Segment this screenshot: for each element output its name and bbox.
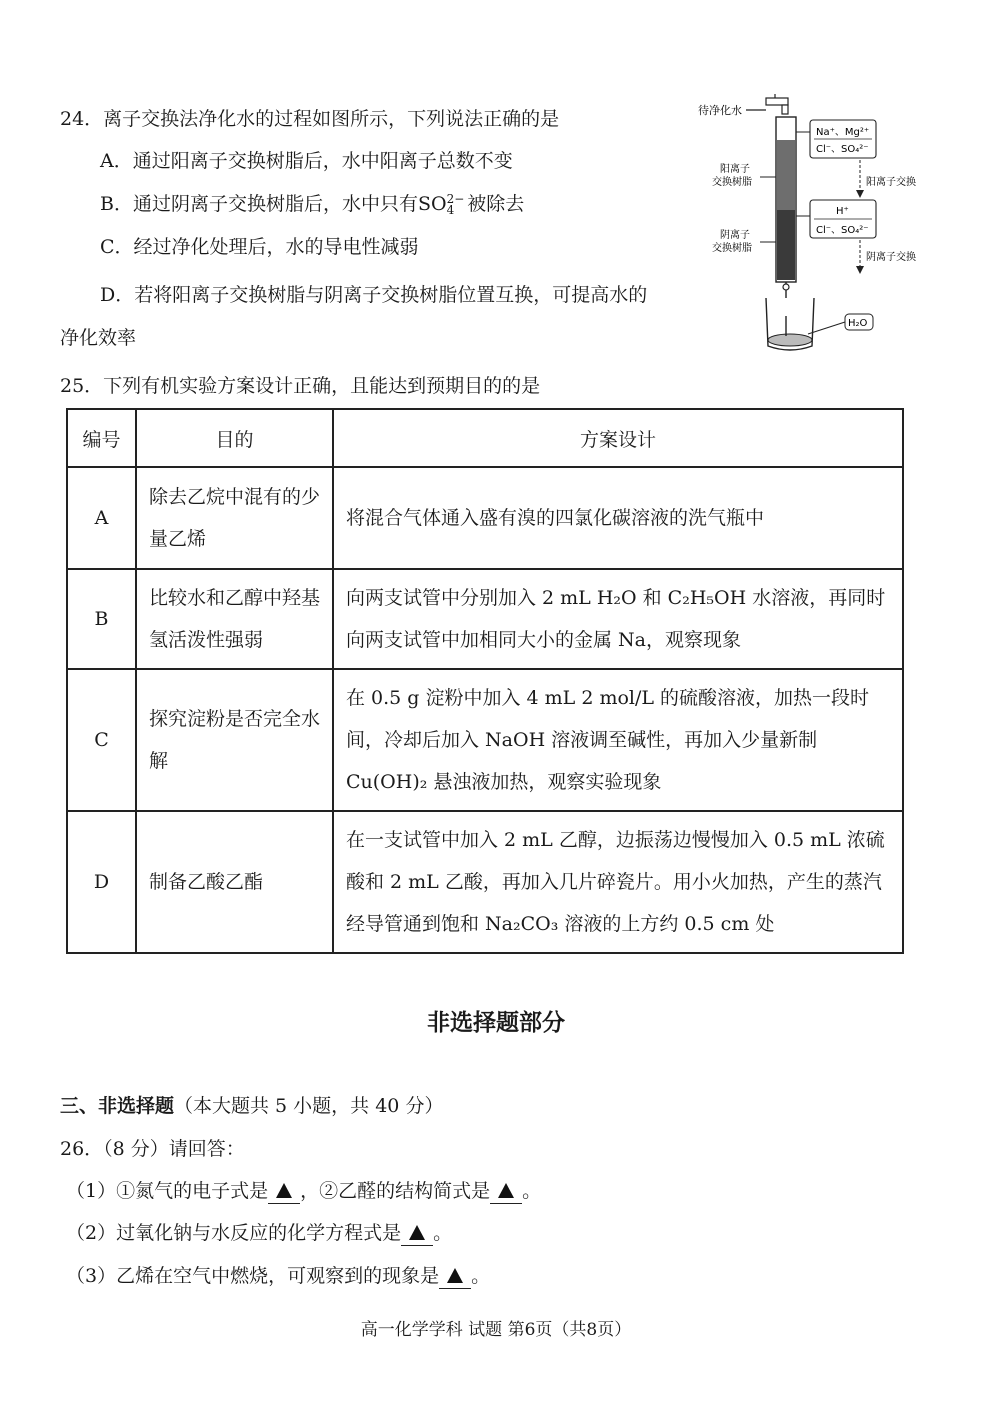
q24-stem: 24．离子交换法净化水的过程如图所示，下列说法正确的是 [60, 108, 560, 130]
row-id: B [67, 569, 136, 669]
input-label: 待净化水 [698, 104, 742, 117]
page-footer: 高一化学学科 试题 第6页（共8页） [360, 1320, 632, 1340]
row-id: C [67, 669, 136, 811]
cation-resin [777, 140, 795, 210]
q24-option-d-line2: 净化效率 [60, 327, 137, 349]
answer-blank[interactable] [268, 1180, 300, 1204]
triangle-icon [447, 1268, 463, 1283]
header-purpose: 目的 [136, 409, 333, 467]
resin2-label-1: 阴离子 [720, 230, 750, 241]
resin2-label-2: 交换树脂 [712, 243, 752, 254]
table-row [67, 811, 903, 953]
q26-sub2: （2）过氧化钠与水反应的化学方程式是 。 [66, 1222, 453, 1244]
q26-stem: 26．（8 分）请回答： [60, 1138, 245, 1160]
triangle-icon [276, 1183, 292, 1198]
table-row [67, 669, 903, 811]
row-design: 在一支试管中加入 2 mL 乙醇，边振荡边慢慢加入 0.5 mL 浓硫酸和 2 mL 乙酸，再加入几片碎瓷片。用小火加热，产生的蒸汽经导管通到饱和 Na₂CO₃ 溶液的上方约 0.5 cm 处 [333, 811, 903, 953]
row-design: 向两支试管中分别加入 2 mL H₂O 和 C₂H₅OH 水溶液，再同时向两支试管中加相同大小的金属 Na，观察现象 [333, 569, 903, 669]
step1-label: 阳离子交换 [866, 177, 916, 188]
q25-stem: 25．下列有机实验方案设计正确，且能达到预期目的的是 [60, 375, 541, 397]
resin1-label-1: 阳离子 [720, 164, 750, 175]
row-purpose: 比较水和乙醇中羟基氢活泼性强弱 [136, 569, 333, 669]
q24-option-c: C．经过净化处理后，水的导电性减弱 [100, 236, 419, 258]
answer-blank[interactable] [490, 1180, 522, 1204]
table-row [67, 467, 903, 569]
answer-blank[interactable] [439, 1265, 471, 1289]
resin1-label-2: 交换树脂 [712, 177, 752, 188]
row-design: 在 0.5 g 淀粉中加入 4 mL 2 mol/L 的硫酸溶液，加热一段时间，冷却后加入 NaOH 溶液调至碱性，再加入少量新制 Cu(OH)₂ 悬浊液加热，观察实验现象 [333, 669, 903, 811]
row-purpose: 除去乙烷中混有的少量乙烯 [136, 467, 333, 569]
q24-option-d-line1: D．若将阳离子交换树脂与阴离子交换树脂位置互换，可提高水的 [100, 284, 648, 306]
top-ions-1: Na⁺、Mg²⁺ [816, 127, 870, 138]
q26-sub3: （3）乙烯在空气中燃烧，可观察到的现象是 。 [66, 1265, 491, 1287]
row-purpose: 探究淀粉是否完全水解 [136, 669, 333, 811]
output-label: H₂O [848, 318, 868, 329]
tap-icon [766, 94, 788, 114]
triangle-icon [409, 1225, 425, 1240]
triangle-icon [498, 1183, 514, 1198]
header-design: 方案设计 [333, 409, 903, 467]
sulfate-ion: SO 2− 4 [417, 192, 465, 217]
ion-exchange-diagram [690, 92, 940, 362]
top-ions-2: Cl⁻、SO₄²⁻ [816, 144, 869, 155]
row-id: D [67, 811, 136, 953]
step2-label: 阴离子交换 [866, 252, 916, 263]
table-header-row [67, 409, 903, 467]
answer-blank[interactable] [401, 1222, 433, 1246]
row-id: A [67, 467, 136, 569]
q24-option-b: B．通过阴离子交换树脂后，水中只有SO 2− 4 被除去 [100, 192, 525, 217]
beaker [766, 298, 814, 350]
experiment-table [66, 408, 904, 954]
mid-ions-1: H⁺ [836, 206, 849, 217]
row-purpose: 制备乙酸乙酯 [136, 811, 333, 953]
anion-resin [777, 210, 795, 280]
q24-option-a: A．通过阳离子交换树脂后，水中阳离子总数不变 [100, 150, 513, 172]
q26-sub1: （1）①氮气的电子式是 ，②乙醛的结构简式是 。 [66, 1180, 542, 1202]
part-heading: 三、非选择题（本大题共 5 小题，共 40 分） [60, 1095, 444, 1117]
table-row [67, 569, 903, 669]
header-id: 编号 [67, 409, 136, 467]
section-title: 非选择题部分 [427, 1010, 565, 1036]
row-design: 将混合气体通入盛有溴的四氯化碳溶液的洗气瓶中 [333, 467, 903, 569]
mid-ions-2: Cl⁻、SO₄²⁻ [816, 225, 869, 236]
